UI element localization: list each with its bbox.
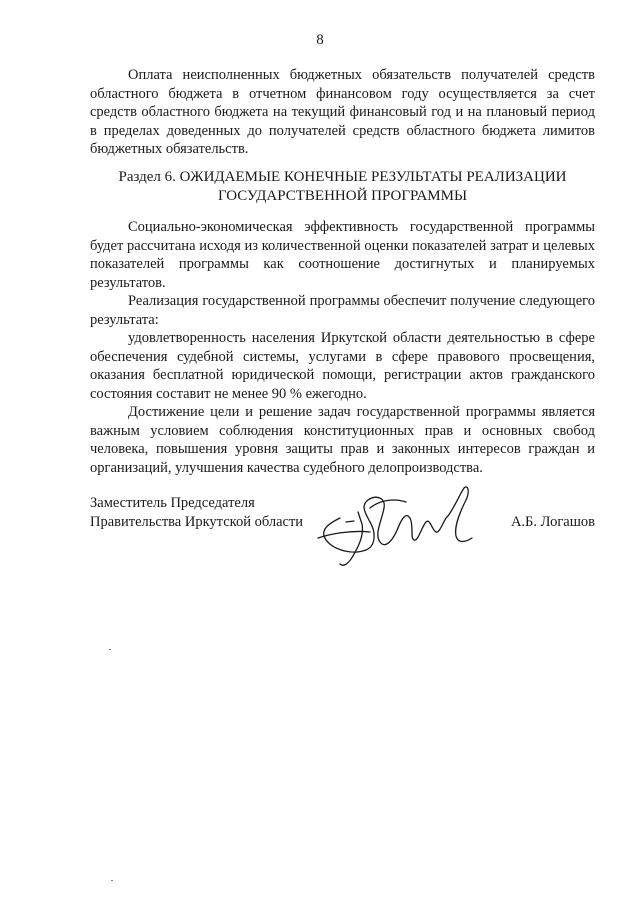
paragraph-goal: Достижение цели и решение задач государственной программы является важным условием соблюдения конституционных прав и основных свобод человека, повышения уровня защиты прав и законных интересов граждан и организаций, улучшения качества судебного делопроизводства. <box>90 404 595 476</box>
paragraph-efficiency: Социально-экономическая эффективность государственной программы будет рассчитана исходя из количественной оценки показателей затрат и целевых показателей программы как соотношение достигнутых и планируемых результатов. <box>90 219 595 291</box>
page-number: 8 <box>316 32 324 48</box>
scan-speck <box>111 880 113 881</box>
paragraph-implementation: Реализация государственной программы обеспечит получение следующего результата: <box>90 293 595 328</box>
position-line-1: Заместитель Председателя <box>90 495 255 511</box>
handwritten-signature <box>310 478 480 578</box>
section-heading: Раздел 6. ОЖИДАЕМЫЕ КОНЕЧНЫЕ РЕЗУЛЬТАТЫ РЕАЛИЗАЦИИ ГОСУДАРСТВЕННОЙ ПРОГРАММЫ <box>118 169 567 204</box>
signatory-name: А.Б. Логашов <box>510 514 595 530</box>
scan-speck <box>109 649 111 650</box>
position-line-2: Правительства Иркутской области <box>90 514 304 530</box>
signature-position <box>90 494 303 532</box>
paragraph-satisfaction: удовлетворенность населения Иркутской области деятельностью в сфере обеспечения судебной системы, услугами в сфере правового просвещения, оказания бесплатной юридической помощи, регистрации актов гражданского состояния составит не менее 90 % ежегодно. <box>90 330 595 402</box>
paragraph-payment: Оплата неисполненных бюджетных обязательств получателей средств областного бюджета в отчетном финансовом году осуществляется за счет средств областного бюджета на текущий финансовый год и на плановый период в пределах доведенных до получателей средств областного бюджета лимитов бюджетных обязательств. <box>90 67 595 158</box>
